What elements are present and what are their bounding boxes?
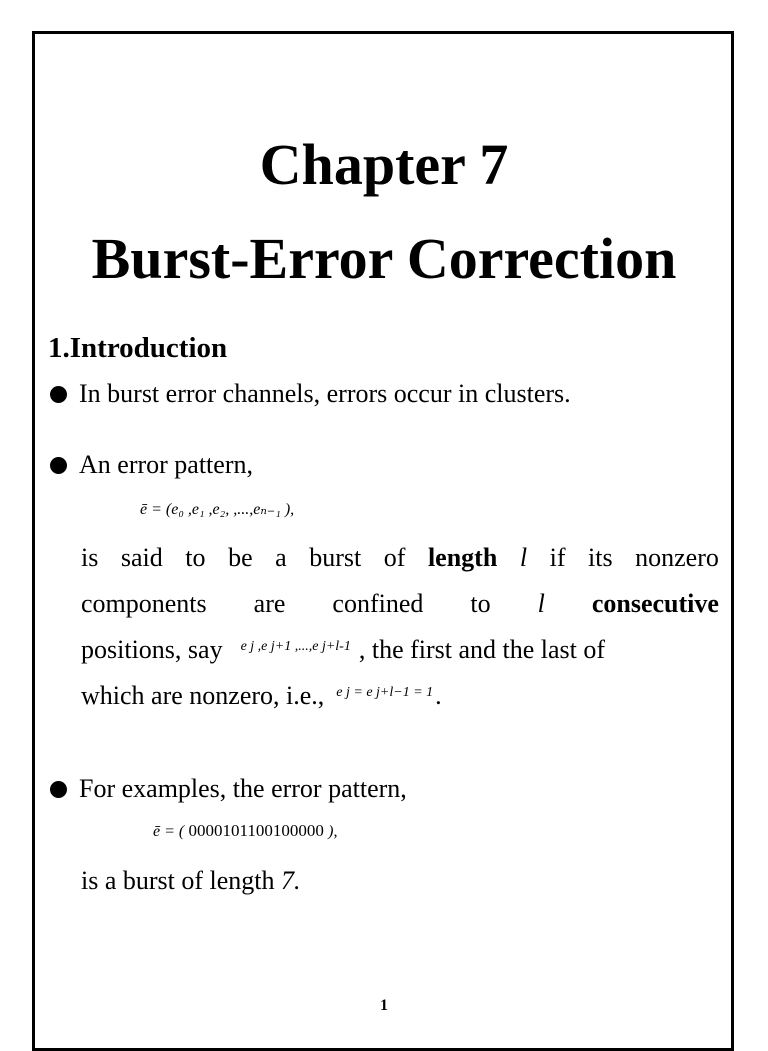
word: positions, say <box>81 635 223 664</box>
paragraph-line <box>81 627 719 673</box>
bullet-dot-icon <box>50 781 67 798</box>
statement-text: is a burst of length <box>81 866 282 895</box>
word: of <box>383 543 406 572</box>
word: are <box>253 589 286 618</box>
word: said <box>120 543 163 572</box>
word: its <box>588 543 613 572</box>
word: burst <box>309 543 362 572</box>
word: be <box>228 543 253 572</box>
word: confined <box>332 589 424 618</box>
chapter-title: Chapter 7 <box>259 132 509 197</box>
bullet-item <box>48 452 253 478</box>
burst-length-statement <box>81 866 301 896</box>
paragraph-line <box>81 535 719 581</box>
bullet-text: In burst error channels, errors occur in clusters. <box>79 379 571 408</box>
word: which are nonzero, i.e., <box>81 681 325 710</box>
word: to <box>185 543 206 572</box>
formula-bits: 0000101100100000 <box>184 821 329 840</box>
chapter-subtitle: Burst-Error Correction <box>91 226 677 291</box>
bold-term-consecutive: consecutive <box>591 589 719 618</box>
bullet-text: An error pattern, <box>79 450 253 479</box>
error-pattern-formula: ē = (e₀ ,e₁ ,e₂, ,...,eₙ₋₁ ), <box>140 501 295 518</box>
inline-positions-formula: e j ,e j+1 ,...,e j+l-1 <box>240 639 351 654</box>
burst-length-value: 7. <box>281 866 301 895</box>
bullet-item <box>48 776 407 802</box>
bullet-text: For examples, the error pattern, <box>79 774 407 803</box>
bold-term-length: length <box>427 543 498 572</box>
word: nonzero <box>635 543 719 572</box>
example-pattern-formula <box>153 821 337 841</box>
word: components <box>81 589 207 618</box>
paragraph-line <box>81 673 719 719</box>
section-heading: 1.Introduction <box>48 332 228 364</box>
word: , the first and the last of <box>358 635 606 664</box>
page-number: 1 <box>380 997 388 1014</box>
bullet-dot-icon <box>50 457 67 474</box>
word: is <box>81 543 99 572</box>
paragraph-line <box>81 581 719 627</box>
variable-l: l <box>537 589 545 618</box>
burst-definition-paragraph <box>81 535 719 719</box>
word: a <box>275 543 287 572</box>
variable-l: l <box>519 543 528 572</box>
bullet-dot-icon <box>50 386 67 403</box>
word: if <box>549 543 566 572</box>
word: . <box>435 681 442 710</box>
bullet-item <box>48 381 571 407</box>
formula-suffix: ), <box>328 823 338 840</box>
inline-equation: e j = e j+l−1 = 1 <box>336 685 434 700</box>
formula-prefix: ē = ( <box>153 823 185 840</box>
word: to <box>470 589 491 618</box>
